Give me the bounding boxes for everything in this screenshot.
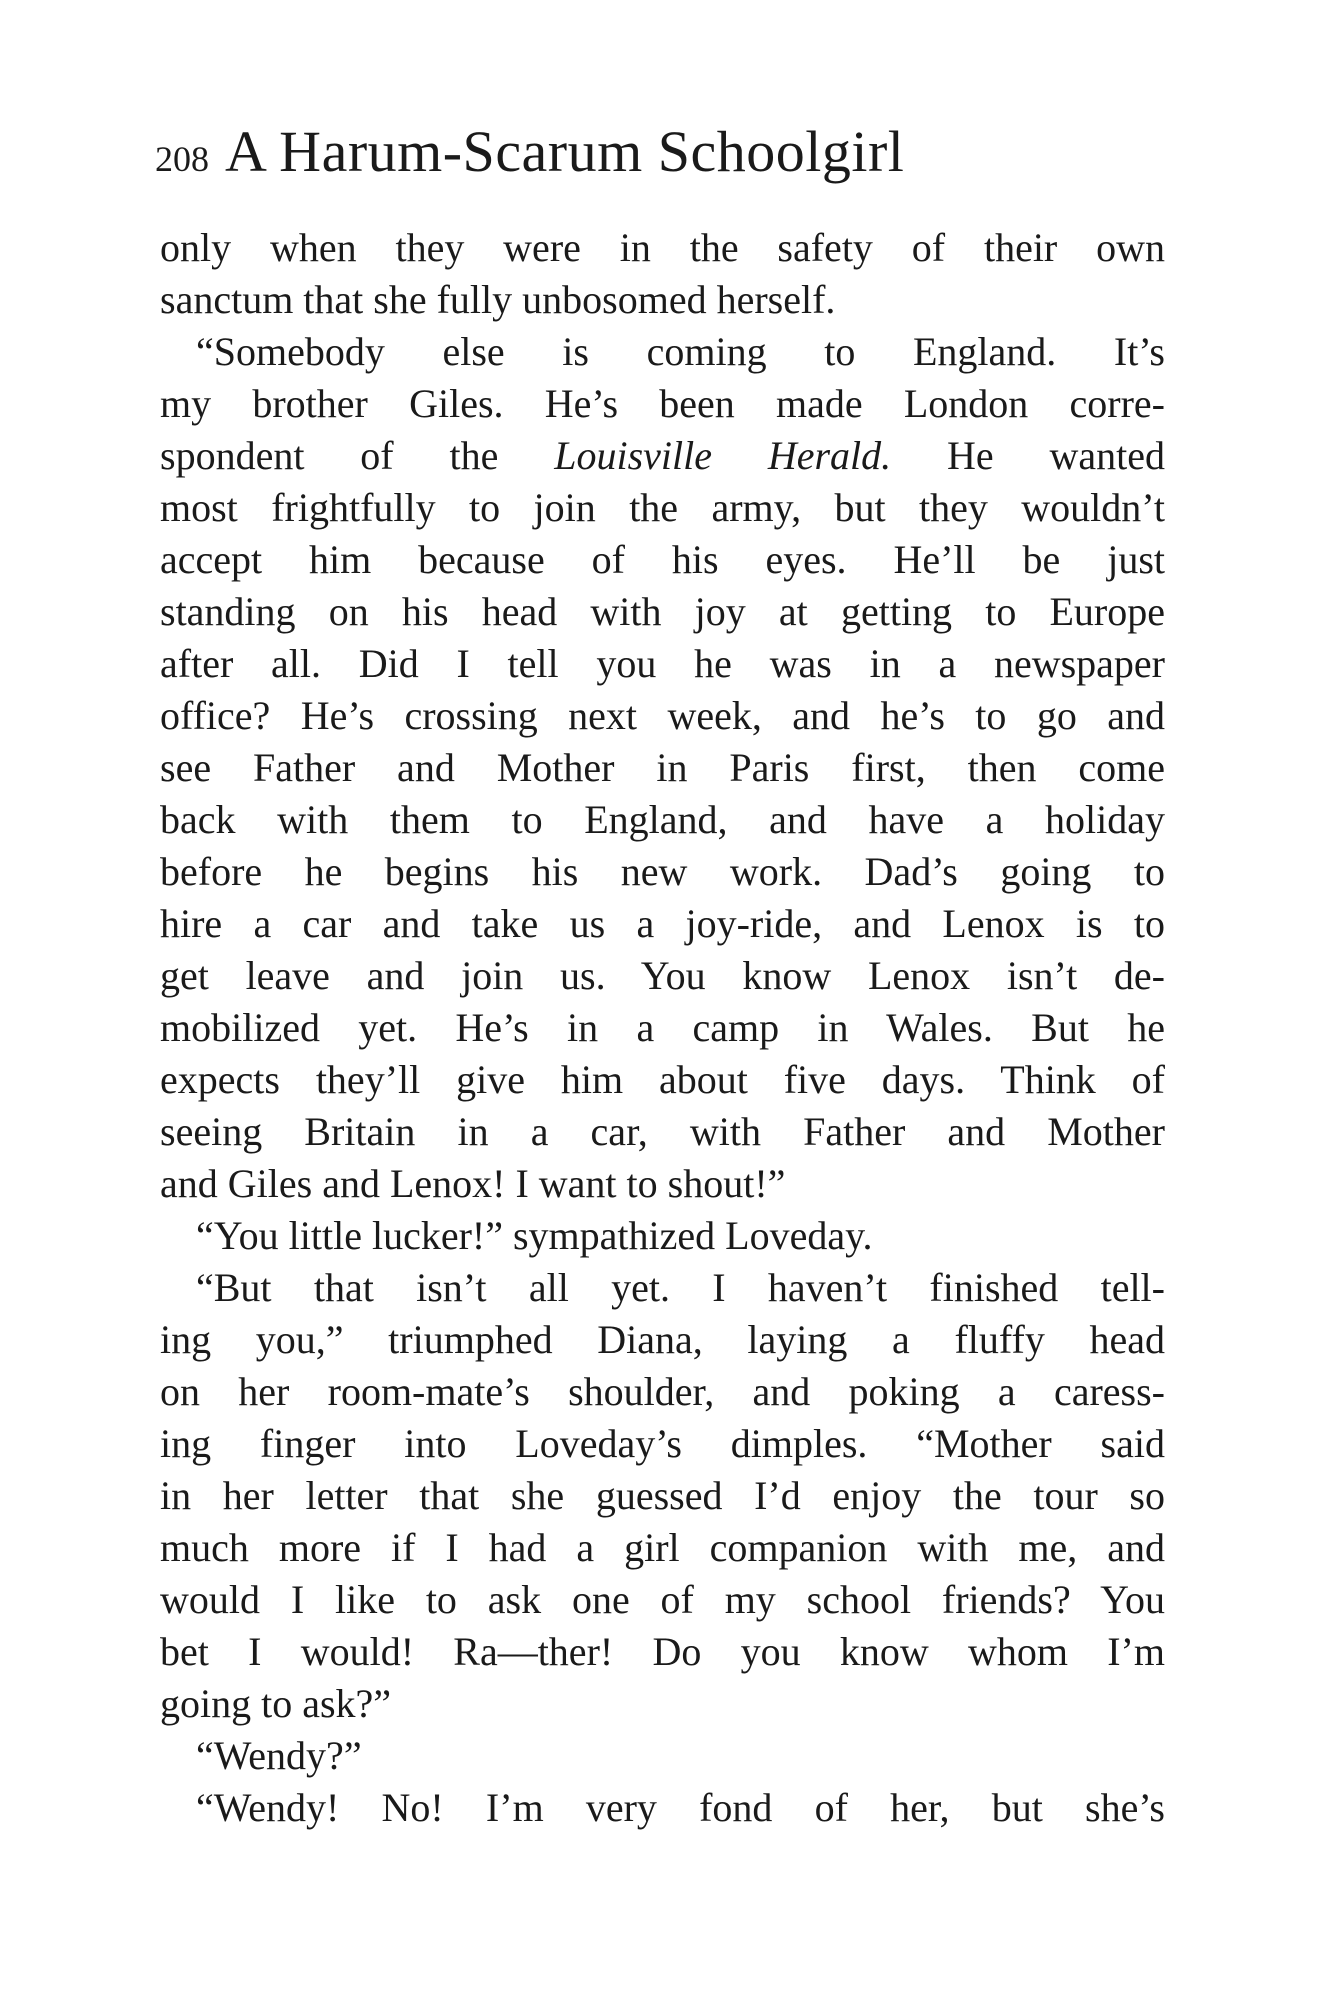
text-line: and Giles and Lenox! I want to shout!” <box>160 1161 786 1206</box>
text-line: “Wendy?” <box>196 1733 362 1778</box>
text-line: on her room-mate’s shoulder, and poking a caress- <box>160 1369 1165 1414</box>
text-line: ing finger into Loveday’s dimples. “Mother said <box>160 1421 1165 1466</box>
text-line: standing on his head with joy at getting to Europe <box>160 589 1165 634</box>
book-title: A Harum-Scarum Schoolgirl <box>225 119 905 184</box>
text-line-with-italic <box>160 430 1165 482</box>
text-line: only when they were in the safety of their own <box>160 225 1165 270</box>
text-line: bet I would! Ra—ther! Do you know whom I’m <box>160 1629 1165 1674</box>
text-line: expects they’ll give him about five days. Think of <box>160 1057 1165 1102</box>
text-line: “Wendy! No! I’m very fond of her, but she’s <box>196 1785 1165 1830</box>
text-line: ing you,” triumphed Diana, laying a fluffy head <box>160 1317 1165 1362</box>
text-fragment: He wanted <box>947 433 1166 478</box>
text-line: seeing Britain in a car, with Father and Mother <box>160 1109 1165 1154</box>
text-line: before he begins his new work. Dad’s going to <box>160 849 1165 894</box>
running-head <box>155 118 1155 188</box>
text-line: accept him because of his eyes. He’ll be just <box>160 537 1165 582</box>
text-line: “Somebody else is coming to England. It’s <box>196 329 1165 374</box>
text-line: in her letter that she guessed I’d enjoy the tour so <box>160 1473 1165 1518</box>
text-line: “But that isn’t all yet. I haven’t finished tell- <box>196 1265 1165 1310</box>
text-line: sanctum that she fully unbosomed herself. <box>160 277 836 322</box>
newspaper-title: Louisville Herald. <box>554 433 892 478</box>
text-line: office? He’s crossing next week, and he’s to go and <box>160 693 1165 738</box>
text-fragment: spondent of the <box>160 433 499 478</box>
text-line: mobilized yet. He’s in a camp in Wales. But he <box>160 1005 1165 1050</box>
text-line: much more if I had a girl companion with me, and <box>160 1525 1165 1570</box>
text-line: going to ask?” <box>160 1681 392 1726</box>
text-line: get leave and join us. You know Lenox isn’t de- <box>160 953 1165 998</box>
text-line: after all. Did I tell you he was in a newspaper <box>160 641 1165 686</box>
page-number: 208 <box>155 139 209 179</box>
text-line: my brother Giles. He’s been made London corre- <box>160 381 1165 426</box>
text-line: hire a car and take us a joy-ride, and Lenox is to <box>160 901 1165 946</box>
text-line: back with them to England, and have a holiday <box>160 797 1165 842</box>
text-line: most frightfully to join the army, but they wouldn’t <box>160 485 1165 530</box>
text-line: “You little lucker!” sympathized Loveday. <box>196 1213 873 1258</box>
text-line: would I like to ask one of my school friends? You <box>160 1577 1165 1622</box>
body-text <box>160 222 1165 1834</box>
text-line: see Father and Mother in Paris first, then come <box>160 745 1165 790</box>
